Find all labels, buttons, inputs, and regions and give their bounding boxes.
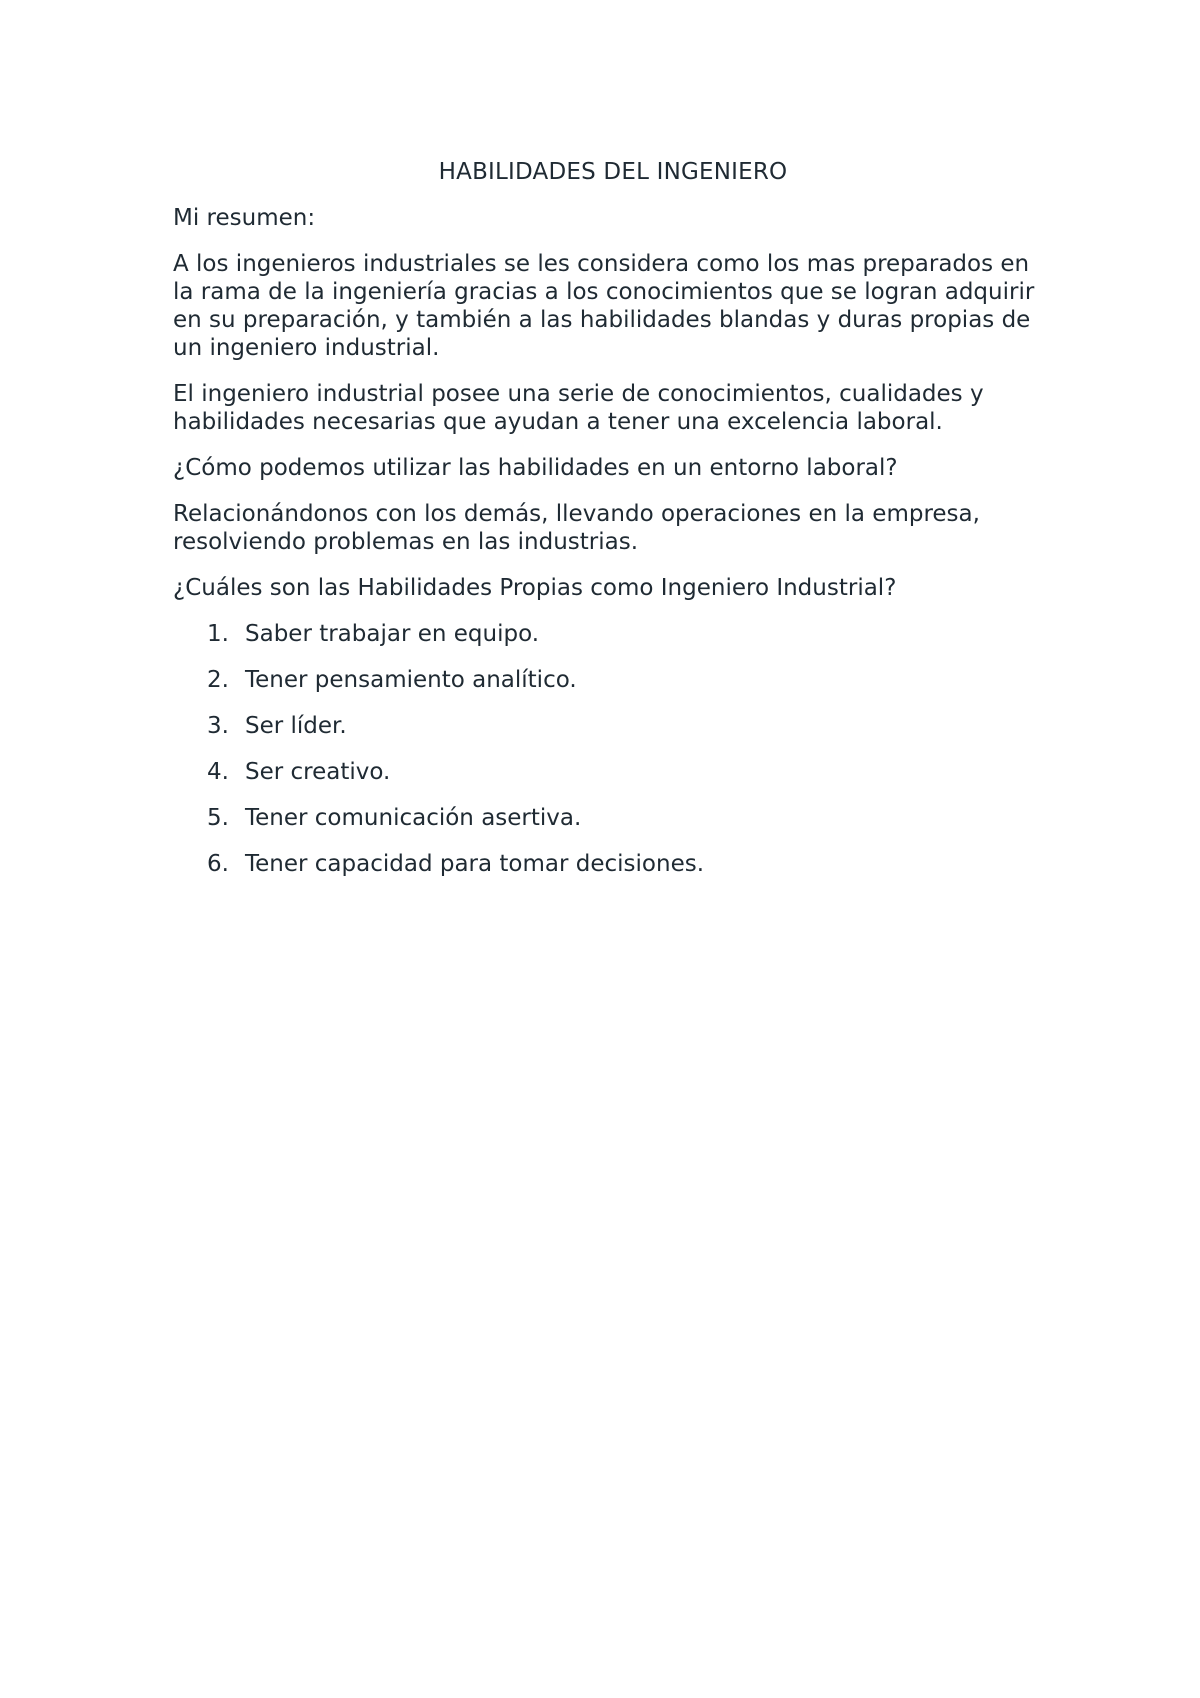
- list-item: [173, 666, 1053, 694]
- list-item: [173, 620, 1053, 648]
- list-item: [173, 804, 1053, 832]
- paragraph-answer-use: Relacionándonos con los demás, llevando operaciones en la empresa, resolviendo problemas en las industrias.: [173, 501, 980, 555]
- list-item-number: 1.: [207, 621, 229, 647]
- list-item: [173, 712, 1053, 740]
- list-item-number: 5.: [207, 805, 229, 831]
- list-item: [173, 850, 1053, 878]
- skills-list: [173, 620, 1053, 878]
- list-item-number: 2.: [207, 667, 229, 693]
- list-item-text: Ser creativo.: [245, 759, 391, 785]
- document-title: HABILIDADES DEL INGENIERO: [438, 159, 788, 185]
- paragraph-question-skills: ¿Cuáles son las Habilidades Propias como Ingeniero Industrial?: [173, 575, 897, 601]
- list-item-text: Saber trabajar en equipo.: [245, 621, 540, 647]
- list-item-number: 6.: [207, 851, 229, 877]
- paragraph-intro: A los ingenieros industriales se les considera como los mas preparados en la rama de la ingeniería gracias a los conocimientos que se logran adquirir en su preparación, y también a las habilidades blandas y duras propias de un ingeniero industrial.: [173, 251, 1035, 361]
- list-item-number: 4.: [207, 759, 229, 785]
- list-item-text: Tener capacidad para tomar decisiones.: [245, 851, 705, 877]
- document-body: [173, 158, 1053, 896]
- paragraph-question-use: ¿Cómo podemos utilizar las habilidades en un entorno laboral?: [173, 455, 898, 481]
- list-item-text: Tener comunicación asertiva.: [245, 805, 582, 831]
- list-item: [173, 758, 1053, 786]
- list-item-text: Tener pensamiento analítico.: [245, 667, 577, 693]
- paragraph-summary-heading: Mi resumen:: [173, 205, 316, 231]
- list-item-text: Ser líder.: [245, 713, 347, 739]
- paragraph-qualities: El ingeniero industrial posee una serie de conocimientos, cualidades y habilidades necesarias que ayudan a tener una excelencia laboral.: [173, 381, 984, 435]
- list-item-number: 3.: [207, 713, 229, 739]
